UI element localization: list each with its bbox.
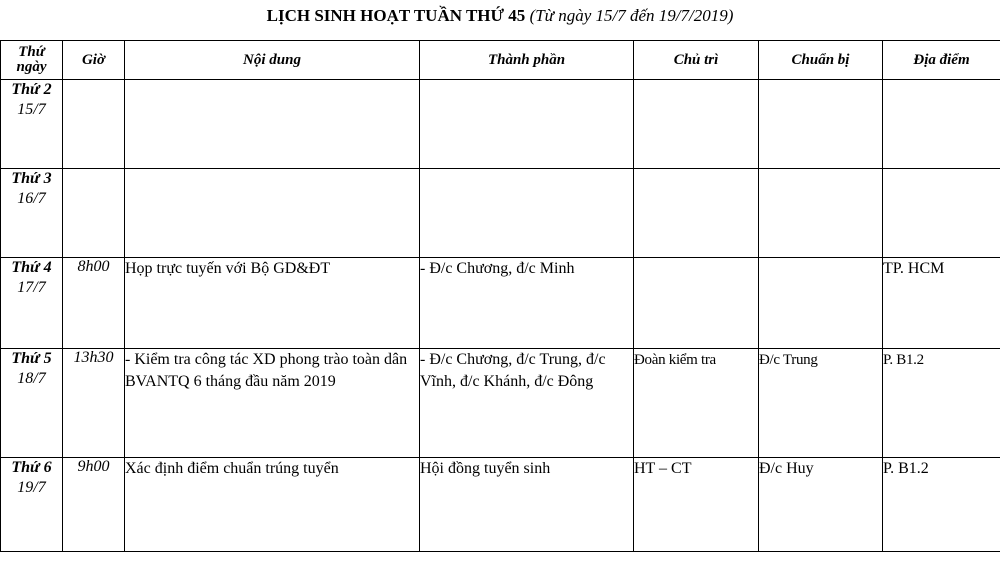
members-cell: Hội đồng tuyển sinh <box>420 458 634 552</box>
table-row <box>1 258 1000 349</box>
content-cell: - Kiểm tra công tác XD phong trào toàn dân BVANTQ 6 tháng đầu năm 2019 <box>125 349 420 458</box>
day-cell: Thứ 3 16/7 <box>1 169 63 258</box>
header-members: Thành phần <box>420 41 634 80</box>
chair-cell <box>634 169 759 258</box>
time-cell: 13h30 <box>63 349 125 458</box>
time-cell <box>63 80 125 169</box>
location-cell: TP. HCM <box>883 258 1000 349</box>
schedule-table <box>0 40 1000 552</box>
chair-cell: Đoàn kiểm tra <box>634 349 759 458</box>
day-cell: Thứ 5 18/7 <box>1 349 63 458</box>
prepare-cell: Đ/c Trung <box>759 349 883 458</box>
members-cell <box>420 80 634 169</box>
location-cell: P. B1.2 <box>883 458 1000 552</box>
header-prepare: Chuẩn bị <box>759 41 883 80</box>
time-cell: 9h00 <box>63 458 125 552</box>
prepare-cell <box>759 80 883 169</box>
prepare-cell <box>759 258 883 349</box>
time-cell <box>63 169 125 258</box>
table-row <box>1 458 1000 552</box>
table-row <box>1 80 1000 169</box>
table-row <box>1 349 1000 458</box>
title-main: LỊCH SINH HOẠT TUẦN THỨ 45 <box>266 6 526 25</box>
chair-cell <box>634 258 759 349</box>
members-cell: - Đ/c Chương, đ/c Minh <box>420 258 634 349</box>
day-cell: Thứ 4 17/7 <box>1 258 63 349</box>
title-date-range: (Từ ngày 15/7 đến 19/7/2019) <box>529 6 734 25</box>
content-cell <box>125 169 420 258</box>
chair-cell <box>634 80 759 169</box>
day-cell: Thứ 2 15/7 <box>1 80 63 169</box>
day-cell: Thứ 6 19/7 <box>1 458 63 552</box>
location-cell: P. B1.2 <box>883 349 1000 458</box>
header-location: Địa điểm <box>883 41 1000 80</box>
content-cell: Họp trực tuyến với Bộ GD&ĐT <box>125 258 420 349</box>
header-content: Nội dung <box>125 41 420 80</box>
table-row <box>1 169 1000 258</box>
header-time: Giờ <box>63 41 125 80</box>
prepare-cell: Đ/c Huy <box>759 458 883 552</box>
location-cell <box>883 169 1000 258</box>
location-cell <box>883 80 1000 169</box>
header-day: Thứ ngày <box>1 41 63 80</box>
header-row <box>1 41 1000 80</box>
content-cell: Xác định điểm chuẩn trúng tuyển <box>125 458 420 552</box>
header-chair: Chủ trì <box>634 41 759 80</box>
time-cell: 8h00 <box>63 258 125 349</box>
members-cell: - Đ/c Chương, đ/c Trung, đ/c Vĩnh, đ/c Khánh, đ/c Đông <box>420 349 634 458</box>
schedule-title <box>0 6 1000 26</box>
chair-cell: HT – CT <box>634 458 759 552</box>
content-cell <box>125 80 420 169</box>
members-cell <box>420 169 634 258</box>
prepare-cell <box>759 169 883 258</box>
